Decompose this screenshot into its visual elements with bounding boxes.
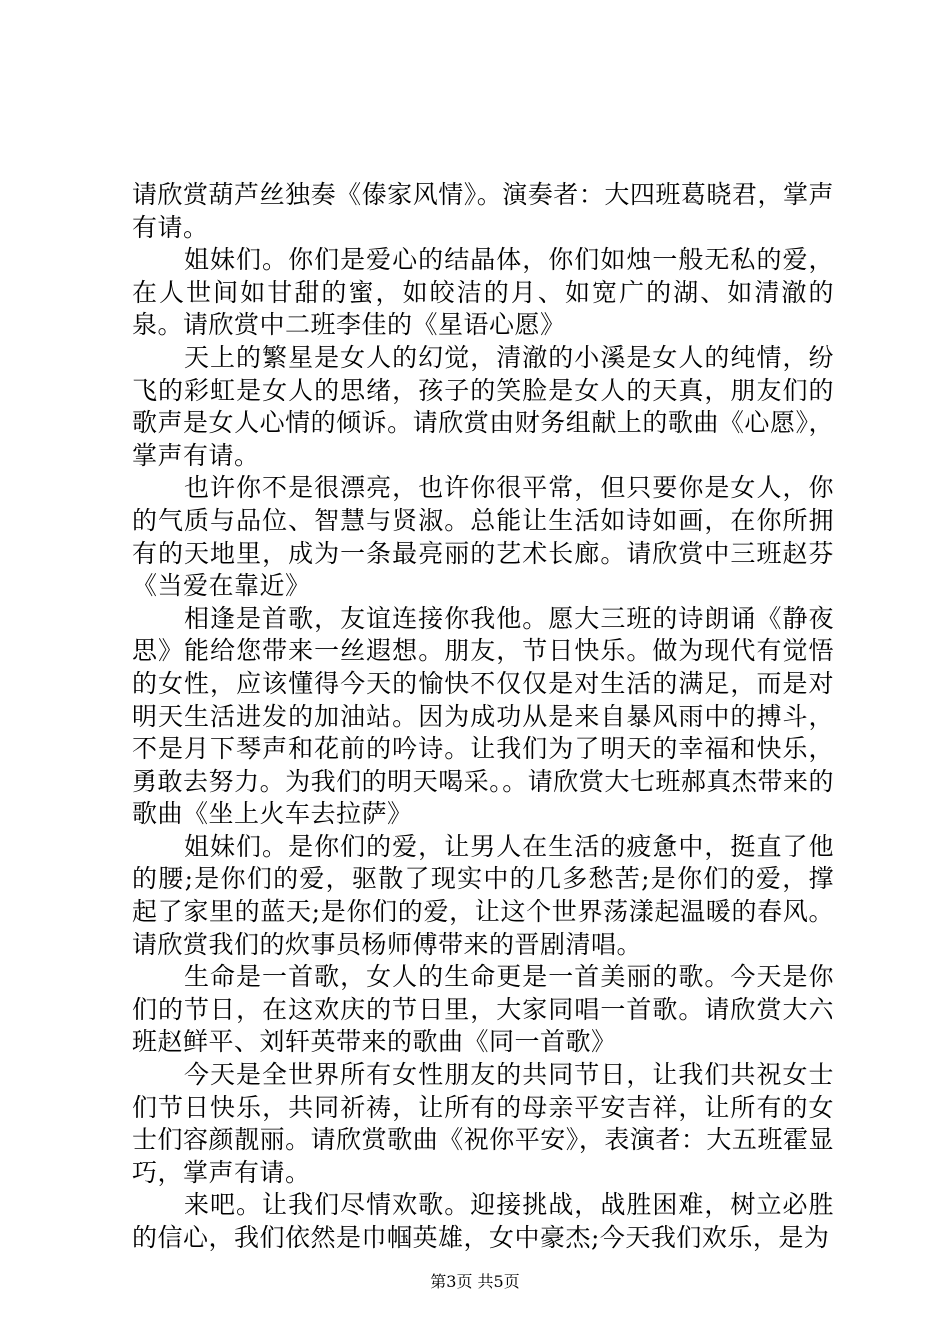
paragraph: 来吧。让我们尽情欢歌。迎接挑战，战胜困难，树立必胜的信心，我们依然是巾帼英雄，女中豪杰;今天我们欢乐，是为 [132,1190,834,1252]
paragraph: 请欣赏葫芦丝独奏《傣家风情》。演奏者：大四班葛晓君，掌声有请。 [132,180,834,242]
document-body [132,179,834,1255]
paragraph: 姐妹们。是你们的爱，让男人在生活的疲惫中，挺直了他的腰;是你们的爱，驱散了现实中的几多愁苦;是你们的爱，撑起了家里的蓝天;是你们的爱，让这个世界荡漾起温暖的春风。请欣赏我们的炊事员杨师傅带来的晋剧清唱。 [132,831,834,959]
paragraph: 生命是一首歌，女人的生命更是一首美丽的歌。今天是你们的节日，在这欢庆的节日里，大家同唱一首歌。请欣赏大六班赵鲜平、刘轩英带来的歌曲《同一首歌》 [132,962,834,1057]
paragraph: 也许你不是很漂亮，也许你很平常，但只要你是女人，你的气质与品位、智慧与贤淑。总能让生活如诗如画，在你所拥有的天地里，成为一条最亮丽的艺术长廊。请欣赏中三班赵芬《当爱在靠近》 [132,473,834,601]
page-number-label: 第3页 共5页 [430,1272,520,1291]
paragraph: 相逢是首歌，友谊连接你我他。愿大三班的诗朗诵《静夜思》能给您带来一丝遐想。朋友，节日快乐。做为现代有觉悟的女性，应该懂得今天的愉快不仅仅是对生活的满足，而是对明天生活进发的加油站。因为成功从是来自暴风雨中的搏斗，不是月下琴声和花前的吟诗。让我们为了明天的幸福和快乐，勇敢去努力。为我们的明天喝采。。请欣赏大七班郝真杰带来的歌曲《坐上火车去拉萨》 [132,603,834,829]
page-footer [0,1272,950,1292]
paragraph: 姐妹们。你们是爱心的结晶体，你们如烛一般无私的爱，在人世间如甘甜的蜜，如皎洁的月、如宽广的湖、如清澈的泉。请欣赏中二班李佳的《星语心愿》 [132,245,834,340]
paragraph: 今天是全世界所有女性朋友的共同节日，让我们共祝女士们节日快乐，共同祈祷，让所有的母亲平安吉祥，让所有的女士们容颜靓丽。请欣赏歌曲《祝你平安》，表演者：大五班霍显巧，掌声有请。 [132,1060,834,1187]
paragraph: 天上的繁星是女人的幻觉，清澈的小溪是女人的纯情，纷飞的彩虹是女人的思绪，孩子的笑脸是女人的天真，朋友们的歌声是女人心情的倾诉。请欣赏由财务组献上的歌曲《心愿》，掌声有请。 [132,342,834,470]
